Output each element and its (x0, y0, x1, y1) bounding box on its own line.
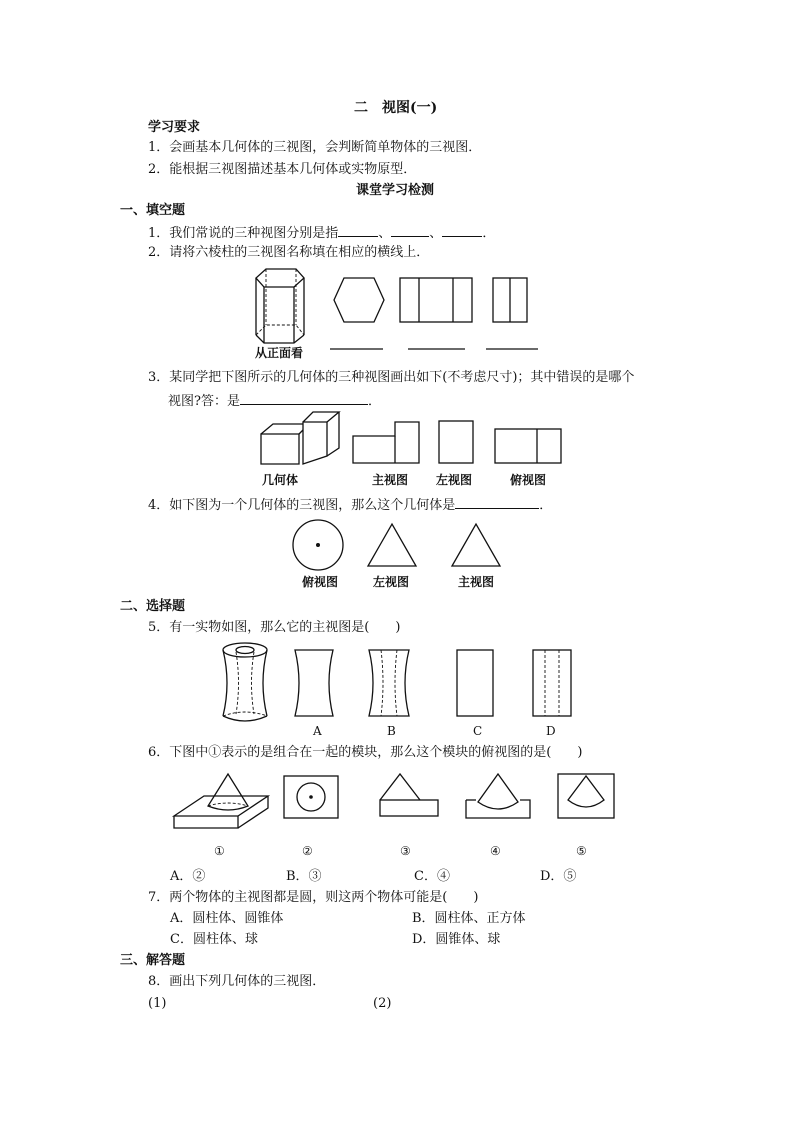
figure-label: ④ (490, 844, 501, 858)
question-5-text: 5．有一实物如图，那么它的主视图是( ) (148, 620, 401, 635)
figure-label: ⑤ (576, 844, 587, 858)
figure-caption: 主视图 (372, 473, 409, 487)
question-4 (148, 496, 552, 514)
requirements-heading: 学习要求 (148, 120, 201, 135)
figure-caption: 几何体 (262, 473, 299, 487)
check-heading: 课堂学习检测 (356, 183, 435, 198)
figure-caption: 左视图 (373, 575, 410, 589)
question-2-text: 2．请将六棱柱的三视图名称填在相应的横线上． (148, 245, 430, 260)
period: ． (482, 226, 496, 241)
period: ． (539, 498, 553, 513)
question-3-text: 视图?答：是 (168, 394, 240, 409)
requirement-item: 1．会画基本几何体的三视图，会判断简单物体的三视图． (148, 140, 482, 155)
composite-solid-figure (255, 406, 565, 468)
figure-caption: 俯视图 (302, 575, 339, 589)
option-c[interactable]: C．圆柱体、球 (170, 932, 258, 947)
figure-label: ① (214, 844, 225, 858)
option-d[interactable]: D．⑤ (540, 869, 577, 884)
separator: 、 (429, 226, 443, 241)
option-label: D (546, 724, 556, 738)
question-4-text: 4．如下图为一个几何体的三视图，那么这个几何体是 (148, 498, 456, 513)
period: ． (367, 394, 381, 409)
option-label: B (387, 724, 396, 738)
figure-label: ③ (400, 844, 411, 858)
figure-label: ② (302, 844, 313, 858)
figure-caption: 主视图 (458, 575, 495, 589)
section-heading-answer: 三、解答题 (120, 953, 186, 968)
answer-blank[interactable] (391, 224, 429, 237)
option-b[interactable]: B．③ (286, 869, 322, 884)
figure-caption: 俯视图 (510, 473, 547, 487)
figure-caption: 左视图 (436, 473, 473, 487)
question-7-text: 7．两个物体的主视图都是圆，则这两个物体可能是( ) (148, 890, 479, 905)
three-views-cone-figure (288, 518, 508, 574)
section-heading-fill-in: 一、填空题 (120, 203, 186, 218)
question-3-line-1: 3．某同学把下图所示的几何体的三种视图画出如下(不考虑尺寸)；其中错误的是哪个 (148, 370, 635, 385)
option-label: A (313, 724, 322, 738)
option-label: C (473, 724, 483, 738)
answer-blank[interactable] (240, 392, 368, 405)
question-1-text: 1．我们常说的三种视图分别是指 (148, 226, 339, 241)
option-d[interactable]: D．圆锥体、球 (412, 932, 501, 947)
hexagonal-prism-figure (250, 265, 550, 355)
separator: 、 (378, 226, 392, 241)
part-label: (1) (148, 996, 167, 1011)
section-heading-choice: 二、选择题 (120, 599, 186, 614)
view-name-blanks[interactable] (328, 347, 540, 351)
question-1 (148, 224, 495, 242)
cone-on-block-figure (170, 770, 620, 836)
hollow-tube-figure (215, 638, 585, 726)
option-b[interactable]: B．圆柱体、正方体 (412, 911, 526, 926)
part-label: (2) (373, 996, 392, 1011)
answer-blank[interactable] (442, 224, 482, 237)
question-8-text: 8．画出下列几何体的三视图． (148, 974, 326, 989)
page-title: 二 视图(一) (354, 100, 438, 116)
answer-blank[interactable] (338, 224, 378, 237)
question-6-text: 6．下图中①表示的是组合在一起的模块，那么这个模块的俯视图的是( ) (148, 745, 583, 760)
option-a[interactable]: A．圆柱体、圆锥体 (170, 911, 284, 926)
option-a[interactable]: A．② (170, 869, 206, 884)
requirement-item: 2．能根据三视图描述基本几何体或实物原型． (148, 162, 417, 177)
option-c[interactable]: C．④ (414, 869, 450, 884)
answer-blank[interactable] (455, 496, 539, 509)
figure-caption: 从正面看 (255, 346, 304, 360)
